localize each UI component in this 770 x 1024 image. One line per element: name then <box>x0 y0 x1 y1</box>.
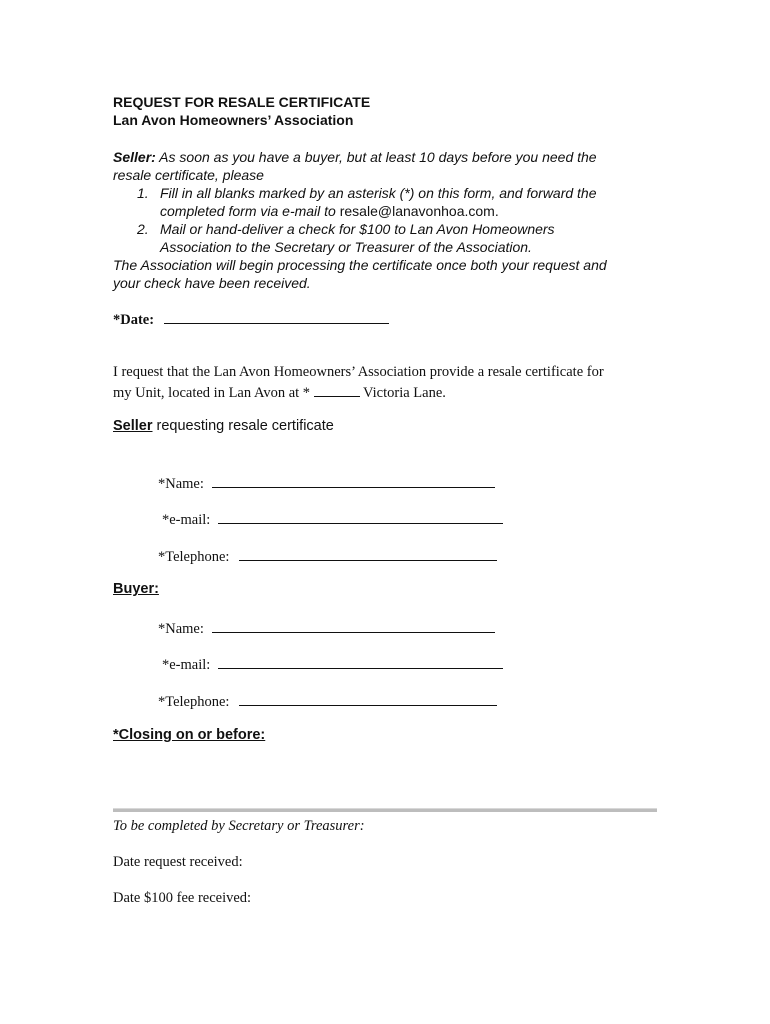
seller-phone-field <box>158 546 497 566</box>
step-1-line-1: Fill in all blanks marked by an asterisk (*) on this form, and forward the <box>160 185 597 201</box>
seller-label: Seller: <box>113 149 156 165</box>
step-1-number: 1. <box>137 185 149 201</box>
resale-email-link[interactable]: resale@lanavonhoa.com <box>339 203 495 219</box>
request-line-2 <box>113 382 446 402</box>
step-1-period: . <box>494 203 499 219</box>
date-input-line[interactable] <box>164 309 389 324</box>
date-label: *Date: <box>113 312 155 328</box>
street-text: Victoria Lane. <box>359 385 446 401</box>
office-use-note: To be completed by Secretary or Treasurer: <box>113 818 365 834</box>
buyer-name-label: *Name: <box>158 621 204 637</box>
seller-text-2: resale certificate, please <box>113 167 264 183</box>
seller-phone-input[interactable] <box>239 546 497 561</box>
date-request-received: Date request received: <box>113 854 243 870</box>
buyer-phone-input[interactable] <box>239 691 497 706</box>
date-fee-received: Date $100 fee received: <box>113 890 252 906</box>
buyer-name-field <box>158 618 495 638</box>
seller-heading-rest: requesting resale certificate <box>152 418 334 434</box>
seller-section-heading <box>113 418 334 434</box>
association-name: Lan Avon Homeowners’ Association <box>113 112 354 128</box>
buyer-email-field <box>162 654 503 674</box>
unit-text: my Unit, located in Lan Avon at * <box>113 385 311 401</box>
buyer-heading: Buyer: <box>113 581 159 597</box>
buyer-email-label: *e-mail: <box>162 657 211 673</box>
closing-label: *Closing on or before: <box>113 727 266 743</box>
page-title: REQUEST FOR RESALE CERTIFICATE <box>113 94 371 110</box>
seller-heading: Seller <box>113 418 153 434</box>
seller-name-input[interactable] <box>212 473 495 488</box>
request-line-1: I request that the Lan Avon Homeowners’ Association provide a resale certificate for <box>113 364 604 380</box>
buyer-section-heading <box>113 581 159 597</box>
buyer-email-input[interactable] <box>218 654 503 669</box>
seller-email-field <box>162 509 503 529</box>
buyer-phone-label: *Telephone: <box>158 694 230 710</box>
step-2-number: 2. <box>137 221 149 237</box>
step-2-line-1: Mail or hand-deliver a check for $100 to Lan Avon Homeowners <box>160 221 555 237</box>
seller-instructions <box>113 148 597 166</box>
step-1-line-2 <box>160 202 499 220</box>
unit-number-line[interactable] <box>314 382 360 397</box>
date-field <box>113 309 389 329</box>
processing-note-2: your check have been received. <box>113 275 311 291</box>
seller-name-label: *Name: <box>158 476 204 492</box>
step-1-text: completed form via e-mail to <box>160 203 340 219</box>
seller-email-label: *e-mail: <box>162 512 211 528</box>
closing-field <box>113 727 265 743</box>
buyer-phone-field <box>158 691 497 711</box>
seller-email-input[interactable] <box>218 509 503 524</box>
step-2-line-2: Association to the Secretary or Treasurer of the Association. <box>160 239 532 255</box>
buyer-name-input[interactable] <box>212 618 495 633</box>
seller-name-field <box>158 473 495 493</box>
section-divider <box>113 808 657 812</box>
seller-text: As soon as you have a buyer, but at least 10 days before you need the <box>155 149 597 165</box>
processing-note-1: The Association will begin processing the certificate once both your request and <box>113 257 607 273</box>
seller-phone-label: *Telephone: <box>158 549 230 565</box>
